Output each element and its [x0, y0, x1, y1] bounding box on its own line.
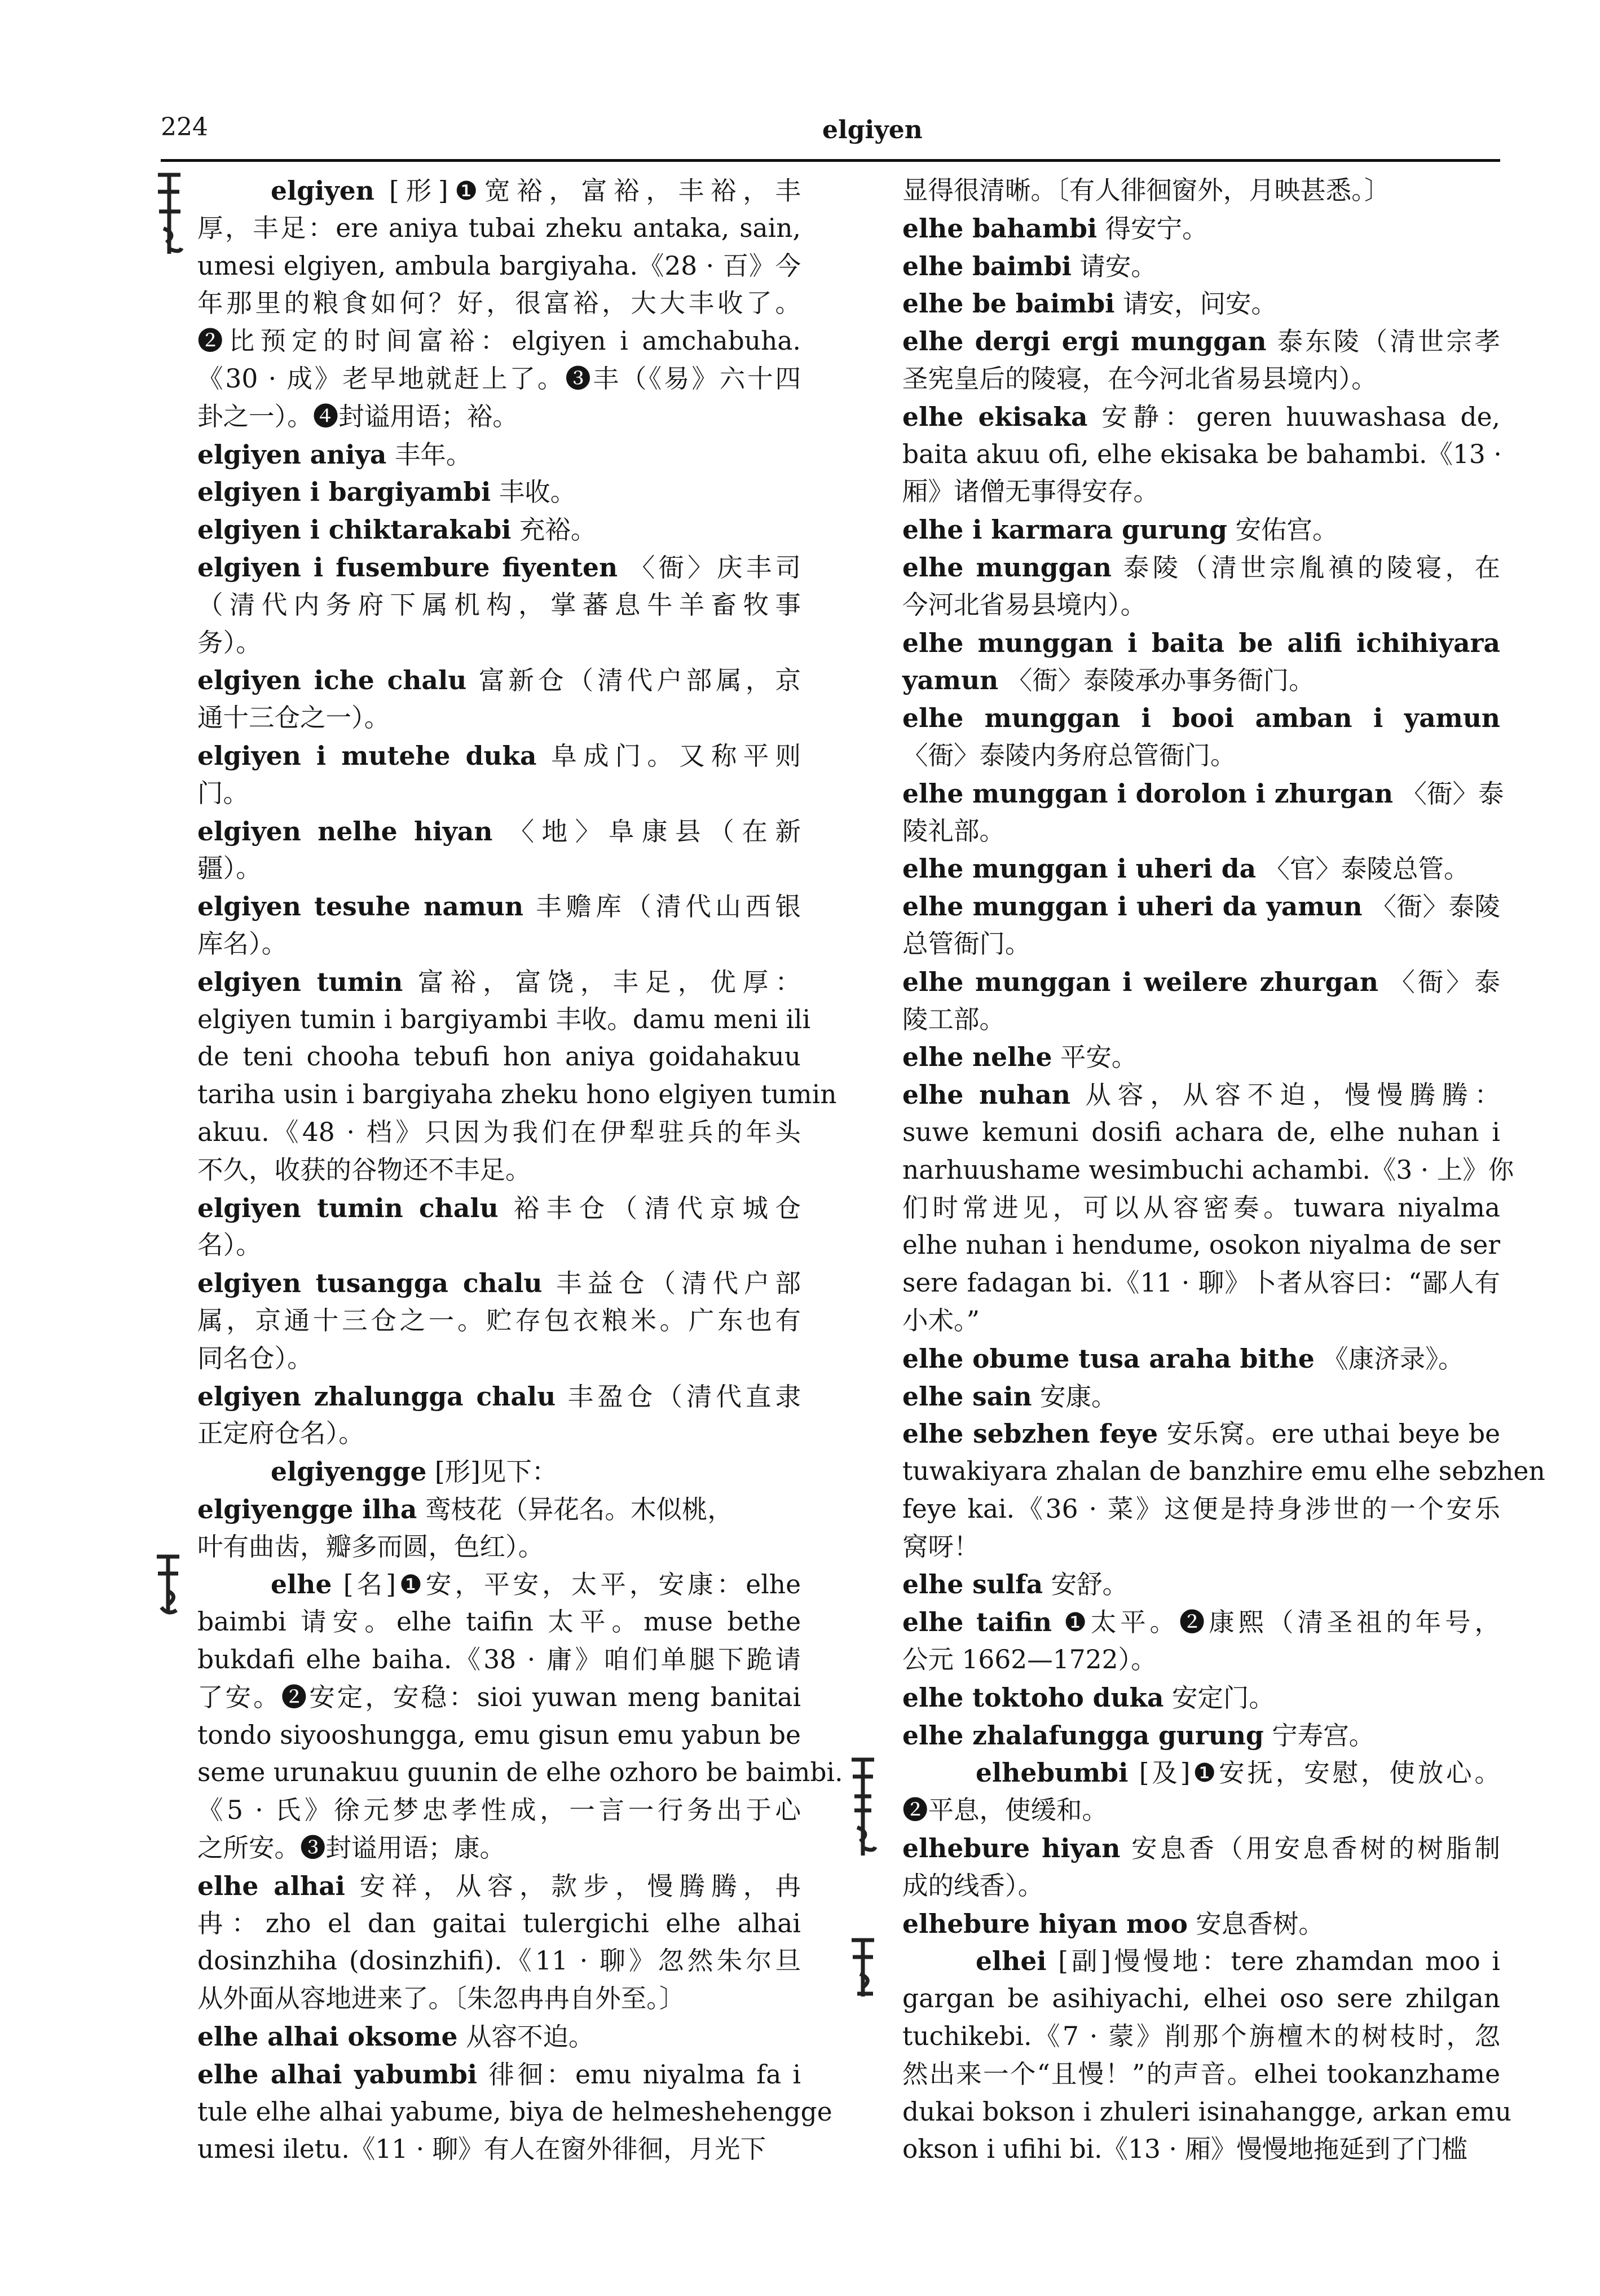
headword: elgiyengge — [271, 1456, 427, 1487]
headword: elhe munggan i uheri da — [902, 853, 1257, 884]
definition-text: 安定门。 — [1163, 1682, 1275, 1713]
definition-line — [197, 1980, 801, 2018]
headword: elgiyen iche chalu — [197, 665, 467, 696]
headword: elgiyen i fusembure fiyenten — [197, 552, 618, 583]
headword: elhe bahambi — [902, 213, 1097, 244]
definition-text: dukai bokson i zhuleri isinahangge, arkan emu — [902, 2096, 1512, 2127]
definition-text: 〈衙〉庆丰司 — [618, 552, 801, 583]
headword: elhe — [271, 1569, 332, 1600]
definition-line — [902, 813, 1500, 850]
headword: elhe nuhan — [902, 1079, 1070, 1110]
headword: elhe zhalafungga gurung — [902, 1720, 1264, 1751]
dictionary-entry-line — [902, 210, 1500, 248]
definition-text: 们时常进见，可以从容密奏。tuwara niyalma — [902, 1192, 1500, 1223]
definition-text: 安祥，从容，款步，慢腾腾，冉 — [345, 1871, 801, 1901]
definition-text: 安舒。 — [1043, 1570, 1129, 1600]
definition-text: 安静：geren huuwashasa de, — [1087, 402, 1501, 432]
headword: elhe sulfa — [902, 1569, 1043, 1600]
dictionary-entry-line — [902, 1378, 1500, 1416]
definition-text: 请安。 — [1071, 251, 1157, 281]
definition-text: 圣宪皇后的陵寝，在今河北省易县境内）。 — [902, 363, 1377, 394]
definition-line — [197, 1152, 801, 1189]
definition-text: bukdafi elhe baiha.《38 · 庸》咱们单腿下跪请 — [197, 1645, 801, 1675]
definition-text: ❷平息，使缓和。 — [902, 1795, 1108, 1826]
headword: elhe be baimbi — [902, 288, 1115, 319]
definition-text: [形]❶宽裕，富裕，丰裕，丰 — [374, 176, 801, 206]
definition-line — [197, 1076, 837, 1114]
definition-line — [902, 1264, 1500, 1302]
definition-line — [197, 926, 801, 963]
headword: elgiyen i mutehe duka — [197, 740, 537, 771]
dictionary-entry-line — [902, 775, 1504, 813]
definition-text: 《康济录》。 — [1314, 1343, 1464, 1374]
manchu-script-mark-elgiyen — [152, 169, 186, 259]
definition-text: tondo siyooshungga, emu gisun emu yabun be — [197, 1720, 801, 1750]
dictionary-entry-line — [197, 1867, 801, 1905]
headword: elgiyen nelhe hiyan — [197, 816, 493, 847]
dictionary-entry-line — [197, 662, 801, 699]
dictionary-entry-line — [197, 813, 801, 850]
definition-text: 安乐窝。ere uthai beye be — [1158, 1419, 1501, 1449]
dictionary-entry-line — [197, 1566, 801, 1603]
definition-text: baita akuu ofi, elhe ekisaka be bahambi.《13 · — [902, 439, 1502, 469]
definition-text: 成的线香）。 — [902, 1870, 1044, 1901]
definition-line — [902, 2056, 1500, 2094]
definition-line — [902, 1001, 1500, 1039]
definition-line — [902, 1491, 1500, 1528]
definition-text: 门。 — [197, 778, 249, 808]
definition-text: 今河北省易县境内）。 — [902, 589, 1147, 620]
dictionary-entry-line — [902, 1679, 1500, 1717]
dictionary-entry-line — [197, 2018, 801, 2056]
definition-text: 从容，从容不迫，慢慢腾腾： — [1070, 1080, 1500, 1110]
dictionary-entry-line — [902, 549, 1500, 587]
headword: elgiyen i chiktarakabi — [197, 514, 512, 545]
headword: elhe alhai oksome — [197, 2021, 458, 2052]
definition-line — [197, 1942, 801, 1980]
definition-text: 平安。 — [1052, 1042, 1138, 1073]
definition-line — [197, 1340, 801, 1378]
definition-line — [902, 1189, 1500, 1227]
definition-line — [197, 1905, 801, 1943]
manchu-script-mark-elhei — [846, 1934, 880, 2002]
dictionary-entry-line — [197, 1453, 801, 1491]
definition-text: 叶有曲齿，瓣多而圆，色红）。 — [197, 1531, 544, 1562]
definition-text: 正定府仓名）。 — [197, 1418, 364, 1449]
definition-text: 丰年。 — [386, 439, 472, 470]
definition-line — [197, 775, 801, 813]
headword: elhe sain — [902, 1381, 1032, 1412]
definition-text: 安息香树。 — [1187, 1909, 1324, 1939]
definition-line — [197, 248, 801, 285]
headword: elhe munggan i booi amban i yamun — [902, 703, 1500, 734]
dictionary-entry-line — [197, 1264, 801, 1302]
headword: elhe sebzhen feye — [902, 1418, 1158, 1449]
dictionary-entry-line — [902, 1754, 1500, 1792]
headword: elgiyen tumin — [197, 966, 403, 997]
definition-text: 宁寿宫。 — [1263, 1720, 1375, 1751]
headword: elhe nelhe — [902, 1042, 1052, 1073]
manchu-script-mark-elhe — [151, 1551, 185, 1619]
dictionary-entry-line — [197, 436, 801, 474]
definition-text: 年那里的粮食如何？好，很富裕，大大丰收了。 — [197, 288, 801, 319]
page-number: 224 — [161, 113, 208, 142]
definition-line — [197, 1792, 801, 1830]
definition-text: 〈衙〉泰陵承办事务衙门。 — [998, 666, 1315, 696]
definition-text: 鸾枝花（异花名。木似桃， — [417, 1494, 733, 1524]
definition-text: （清代内务府下属机构，掌蕃息牛羊畜牧事 — [197, 589, 801, 620]
headword: elgiyen tumin chalu — [197, 1192, 499, 1223]
definition-line — [197, 398, 801, 436]
dictionary-entry-line — [902, 1038, 1500, 1076]
definition-text: dosinzhiha (dosinzhifi).《11 · 聊》忽然朱尔旦 — [197, 1946, 801, 1976]
headword: elgiyen — [271, 175, 374, 206]
definition-line — [902, 473, 1500, 511]
definition-text: 安佑宫。 — [1227, 515, 1338, 545]
definition-text: 属，京通十三仓之一。贮存包衣粮米。广东也有 — [197, 1305, 801, 1336]
dictionary-entry-line — [902, 1830, 1500, 1867]
headword: elhebure hiyan moo — [902, 1908, 1188, 1939]
definition-text: elgiyen tumin i bargiyambi 丰收。damu meni ili — [197, 1004, 811, 1034]
definition-line — [902, 1980, 1500, 2018]
headword: elhe taifin — [902, 1607, 1052, 1638]
dictionary-entry-line — [902, 1717, 1500, 1755]
dictionary-entry-line — [197, 888, 801, 926]
definition-text: 之所安。❸封谥用语；康。 — [197, 1833, 506, 1863]
definition-text: 〈官〉泰陵总管。 — [1256, 854, 1470, 884]
definition-text: umesi elgiyen, ambula bargiyaha.《28 · 百》今 — [197, 250, 801, 281]
headword: elgiyen i bargiyambi — [197, 477, 491, 508]
dictionary-entry-line — [902, 511, 1500, 549]
definition-text: 安康。 — [1032, 1381, 1117, 1412]
definition-line — [902, 436, 1500, 474]
definition-text: de teni chooha tebufi hon aniya goidahakuu — [197, 1042, 801, 1072]
dictionary-entry-line — [197, 963, 801, 1001]
dictionary-entry-line — [902, 699, 1500, 737]
definition-text: 裕丰仓（清代京城仓 — [498, 1193, 801, 1223]
definition-text: 安息香（用安息香树的树脂制 — [1120, 1834, 1500, 1864]
definition-text: 然出来一个“且慢！”的声音。elhei tookanzhame — [902, 2059, 1500, 2089]
left-column — [197, 172, 843, 2169]
dictionary-entry-line — [902, 248, 1500, 285]
definition-text: baimbi 请安。elhe taifin 太平。muse bethe — [197, 1607, 801, 1637]
definition-text: 泰陵（清世宗胤禛的陵寝，在 — [1112, 552, 1500, 583]
definition-line — [902, 2094, 1512, 2131]
definition-text: 〈衙〉泰 — [1393, 778, 1504, 809]
headword: elhe munggan i uheri da yamun — [902, 891, 1363, 922]
headword: elhe alhai — [197, 1870, 345, 1901]
definition-line — [197, 1717, 801, 1755]
headword: elhe munggan i weilere zhurgan — [902, 966, 1378, 997]
definition-text: 公元 1662—1722）。 — [902, 1645, 1157, 1675]
definition-line — [197, 1679, 801, 1717]
definition-text: 名）。 — [197, 1230, 262, 1261]
definition-text: okson i ufihi bi.《13 · 厢》慢慢地拖延到了门槛 — [902, 2134, 1467, 2165]
definition-line — [197, 587, 801, 624]
definition-line — [197, 1038, 801, 1076]
definition-text: ❷比预定的时间富裕：elgiyen i amchabuha. — [197, 326, 801, 356]
definition-text: 〈衙〉泰 — [1378, 967, 1500, 997]
dictionary-entry-line — [902, 1566, 1500, 1603]
running-head: elgiyen — [822, 116, 923, 144]
definition-line — [197, 285, 801, 323]
definition-text: 《5 · 氏》徐元梦忠孝性成，一言一行务出于心 — [197, 1795, 801, 1826]
definition-text: gargan be asihiyachi, elhei oso sere zhilgan — [902, 1984, 1500, 2014]
definition-text: 冉：zho el dan gaitai tulergichi elhe alhai — [197, 1908, 801, 1938]
definition-text: 显得很清晰。〔有人徘徊窗外，月映甚悉。〕 — [902, 175, 1390, 205]
definition-text: tuwakiyara zhalan de banzhire emu elhe sebzhen — [902, 1456, 1545, 1487]
definition-text: 富新仓（清代户部属，京 — [466, 666, 801, 696]
definition-text: 从外面从容地进来了。〔朱忽冉冉自外至。〕 — [197, 1984, 685, 2014]
definition-text: 〈衙〉泰陵 — [1362, 892, 1501, 922]
definition-text: 〈衙〉泰陵内务府总管衙门。 — [902, 740, 1236, 770]
definition-line — [197, 323, 801, 360]
definition-text: 从容不迫。 — [457, 2022, 594, 2052]
definition-line — [902, 2018, 1500, 2056]
definition-text: ❶太平。❷康熙（清圣祖的年号， — [1051, 1607, 1500, 1638]
dictionary-entry-line — [902, 1340, 1500, 1378]
definition-text: [形]见下： — [426, 1457, 558, 1487]
definition-text: sere fadagan bi.《11 · 聊》卜者从容曰：“鄙人有 — [902, 1268, 1500, 1298]
definition-text: feye kai.《36 · 菜》这便是持身涉世的一个安乐 — [902, 1493, 1500, 1524]
headword: elgiyen tusangga chalu — [197, 1268, 543, 1299]
definition-text: 请安，问安。 — [1114, 289, 1277, 319]
definition-text: 丰益仓（清代户部 — [542, 1268, 801, 1299]
headword: elhe dergi ergi munggan — [902, 326, 1267, 357]
definition-text: 了安。❷安定，安稳：sioi yuwan meng banitai — [197, 1682, 801, 1712]
definition-text: 总管衙门。 — [902, 928, 1031, 959]
definition-text: 陵礼部。 — [902, 816, 1006, 846]
dictionary-entry-line — [902, 398, 1500, 436]
definition-text: [名]❶安，平安，太平，安康：elhe — [332, 1570, 801, 1600]
definition-line — [902, 172, 1500, 210]
definition-text: 卦之一）。❹封谥用语；裕。 — [197, 401, 518, 431]
definition-line — [197, 1415, 801, 1453]
definition-text: 疆）。 — [197, 853, 262, 884]
dictionary-entry-line — [902, 1942, 1500, 1980]
dictionary-entry-line — [902, 662, 1500, 699]
dictionary-entry-line — [902, 1415, 1500, 1453]
dictionary-entry-line — [902, 624, 1500, 662]
dictionary-entry-line — [902, 285, 1500, 323]
definition-text: tariha usin i bargiyaha zheku hono elgiyen tumin — [197, 1079, 837, 1110]
headword: elhe munggan i dorolon i zhurgan — [902, 778, 1394, 809]
definition-line — [197, 1830, 801, 1867]
definition-text: 通十三仓之一）。 — [197, 703, 390, 733]
headword: elhebure hiyan — [902, 1833, 1121, 1864]
definition-line — [197, 1302, 801, 1340]
definition-text: 充裕。 — [511, 515, 597, 545]
dictionary-entry-line — [902, 1603, 1500, 1641]
dictionary-entry-line — [197, 2056, 801, 2094]
definition-line — [902, 360, 1500, 398]
definition-text: elhe nuhan i hendume, osokon niyalma de ser — [902, 1230, 1500, 1261]
definition-line — [902, 1227, 1500, 1264]
definition-text: narhuushame wesimbuchi achambi.《3 · 上》你 — [902, 1154, 1514, 1185]
headword: elhei — [976, 1946, 1047, 1977]
headword: elgiyen zhalungga chalu — [197, 1381, 556, 1412]
headword: elgiyen aniya — [197, 439, 387, 470]
definition-text: 库名）。 — [197, 928, 288, 959]
definition-text: tuchikebi.《7 · 蒙》削那个旃檀木的树枝时，忽 — [902, 2021, 1500, 2052]
headword: elhebumbi — [976, 1757, 1129, 1788]
dictionary-entry-line — [902, 963, 1500, 1001]
definition-text: 不久，收获的谷物还不丰足。 — [197, 1154, 531, 1185]
definition-text: 泰东陵（清世宗孝 — [1266, 327, 1500, 357]
definition-text: 厢》诸僧无事得安存。 — [902, 477, 1160, 507]
definition-line — [197, 210, 801, 248]
definition-line — [197, 624, 801, 662]
headword: elhe i karmara gurung — [902, 514, 1227, 545]
dictionary-entry-line — [197, 473, 801, 511]
definition-text: tule elhe alhai yabume, biya de helmeshehengge — [197, 2096, 832, 2127]
definition-text: 得安宁。 — [1097, 213, 1208, 244]
dictionary-entry-line — [902, 323, 1500, 360]
dictionary-entry-line — [197, 511, 801, 549]
headword: yamun — [902, 665, 999, 696]
manchu-script-mark-elhebumbi — [846, 1754, 880, 1861]
headword: elgiyen tesuhe namun — [197, 891, 524, 922]
dictionary-entry-line — [197, 1491, 801, 1528]
dictionary-entry-line — [902, 1076, 1500, 1114]
definition-text: 〈地〉阜康县（在新 — [492, 816, 801, 847]
dictionary-entry-line — [902, 1905, 1500, 1943]
header-rule — [161, 159, 1500, 162]
definition-line — [197, 1754, 843, 1792]
definition-line — [902, 1302, 1500, 1340]
definition-line — [197, 360, 801, 398]
definition-text: 富裕，富饶，丰足，优厚： — [403, 967, 801, 997]
right-column — [902, 172, 1545, 2169]
definition-text: umesi iletu.《11 · 聊》有人在窗外徘徊，月光下 — [197, 2134, 766, 2165]
definition-line — [902, 1792, 1500, 1830]
definition-line — [902, 587, 1500, 624]
definition-line — [197, 1001, 811, 1039]
headword: elhe munggan — [902, 552, 1112, 583]
dictionary-entry-line — [197, 1378, 801, 1416]
headword: elhe obume tusa araha bithe — [902, 1343, 1315, 1374]
definition-line — [902, 737, 1500, 775]
definition-line — [902, 1114, 1500, 1152]
definition-line — [197, 699, 801, 737]
definition-text: seme urunakuu guunin de elhe ozhoro be baimbi. — [197, 1757, 843, 1788]
definition-text: 务）。 — [197, 627, 262, 658]
definition-text: 《30 · 成》老早地就赶上了。❸丰（《易》六十四 — [197, 363, 801, 394]
definition-line — [902, 1152, 1514, 1189]
definition-text: 丰赡库（清代山西银 — [523, 892, 801, 922]
definition-text: 小术。” — [902, 1305, 980, 1336]
definition-line — [902, 1867, 1500, 1905]
definition-line — [197, 2094, 832, 2131]
dictionary-entry-line — [197, 737, 801, 775]
definition-line — [902, 926, 1500, 963]
definition-line — [902, 1528, 1500, 1566]
headword: elhe toktoho duka — [902, 1682, 1164, 1713]
definition-text: 丰收。 — [491, 477, 576, 508]
dictionary-entry-line — [197, 549, 801, 587]
definition-line — [902, 1453, 1545, 1491]
definition-line — [197, 1227, 801, 1264]
headword: elhe baimbi — [902, 250, 1072, 281]
headword: elhe ekisaka — [902, 401, 1088, 432]
definition-text: 丰盈仓（清代直隶 — [556, 1381, 801, 1412]
definition-line — [902, 1641, 1500, 1679]
definition-text: 窝呀！ — [902, 1531, 980, 1562]
definition-line — [902, 2131, 1500, 2169]
definition-line — [197, 1603, 801, 1641]
definition-text: 徘徊：emu niyalma fa i — [477, 2059, 801, 2090]
definition-text: suwe kemuni dosifi achara de, elhe nuhan i — [902, 1117, 1500, 1147]
definition-line — [197, 850, 801, 888]
definition-text: [副]慢慢地：tere zhamdan moo i — [1046, 1946, 1500, 1977]
headword: elgiyengge ilha — [197, 1493, 417, 1524]
definition-text: 阜成门。又称平则 — [536, 741, 801, 771]
definition-line — [197, 2131, 801, 2169]
definition-line — [197, 1114, 801, 1152]
definition-text: akuu.《48 · 档》只因为我们在伊犁驻兵的年头 — [197, 1117, 801, 1147]
dictionary-entry-line — [197, 172, 801, 210]
dictionary-entry-line — [902, 888, 1500, 926]
definition-text: [及]❶安抚，安慰，使放心。 — [1128, 1758, 1500, 1788]
definition-text: 陵工部。 — [902, 1004, 1006, 1034]
definition-line — [197, 1641, 801, 1679]
headword: elhe alhai yabumbi — [197, 2059, 478, 2090]
definition-text: 同名仓）。 — [197, 1343, 313, 1373]
headword: elhe munggan i baita be alifi ichihiyara — [902, 627, 1500, 658]
definition-line — [197, 1528, 801, 1566]
dictionary-entry-line — [197, 1189, 801, 1227]
definition-text: 厚，丰足：ere aniya tubai zheku antaka, sain, — [197, 213, 801, 243]
dictionary-entry-line — [902, 850, 1500, 888]
